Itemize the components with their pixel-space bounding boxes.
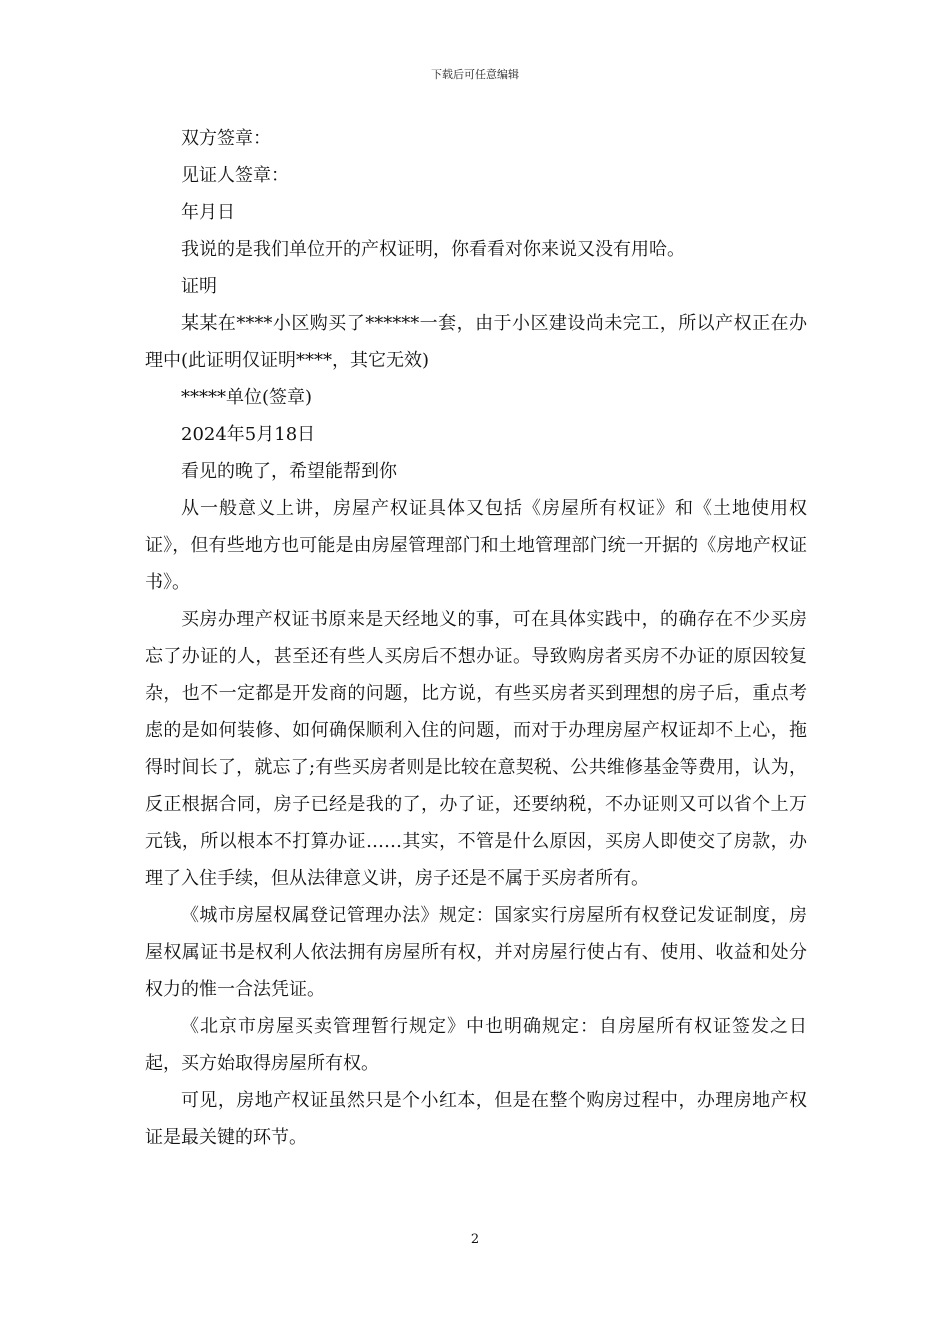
paragraph-certificate-body: 某某在****小区购买了******一套，由于小区建设尚未完工，所以产权正在办理中(此证明仅证明****，其它无效) — [145, 313, 807, 371]
paragraph-explanation: 买房办理产权证书原来是天经地义的事，可在具体实践中，的确存在不少买房忘了办证的人，甚至还有些人买房后不想办证。导致购房者买房不办证的原因较复杂，也不一定都是开发商的问题，比方说，有些买房者买到理想的房子后，重点考虑的是如何装修、如何确保顺利入住的问题，而对于办理房屋产权证却不上心，拖得时间长了，就忘了;有些买房者则是比较在意契税、公共维修基金等费用，认为，反正根据合同，房子已经是我的了，办了证，还要纳税，不办证则又可以省个上万元钱，所以根本不打算办证……其实，不管是什么原因，买房人即使交了房款，办理了入住手续，但从法律意义讲，房子还是不属于买房者所有。 — [145, 609, 807, 889]
paragraph-signatures: 双方签章： — [181, 128, 271, 149]
paragraph-definition: 从一般意义上讲，房屋产权证具体又包括《房屋所有权证》和《土地使用权证》，但有些地方也可能是由房屋管理部门和土地管理部门统一开据的《房地产权证书》。 — [145, 498, 807, 593]
document-body — [145, 120, 807, 1156]
paragraph-note: 我说的是我们单位开的产权证明，你看看对你来说又没有用哈。 — [181, 239, 685, 260]
paragraph-date-blank: 年月日 — [181, 202, 235, 223]
paragraph-date: 2024年5月18日 — [181, 424, 316, 445]
paragraph-regulation-beijing: 《北京市房屋买卖管理暂行规定》中也明确规定：自房屋所有权证签发之日起，买方始取得房屋所有权。 — [145, 1016, 807, 1074]
paragraph-unit-seal: *****单位(签章) — [181, 387, 313, 408]
paragraph-regulation-city: 《城市房屋权属登记管理办法》规定：国家实行房屋所有权登记发证制度，房屋权属证书是权利人依法拥有房屋所有权，并对房屋行使占有、使用、收益和处分权力的惟一合法凭证。 — [145, 905, 807, 1000]
paragraph-reply: 看见的晚了，希望能帮到你 — [181, 461, 397, 482]
page-header: 下载后可任意编辑 — [431, 68, 519, 81]
page-number: 2 — [470, 1232, 480, 1247]
paragraph-conclusion: 可见，房地产权证虽然只是个小红本，但是在整个购房过程中，办理房地产权证是最关键的环节。 — [145, 1090, 807, 1148]
paragraph-witness: 见证人签章： — [181, 165, 289, 186]
paragraph-certificate-title: 证明 — [181, 276, 217, 297]
